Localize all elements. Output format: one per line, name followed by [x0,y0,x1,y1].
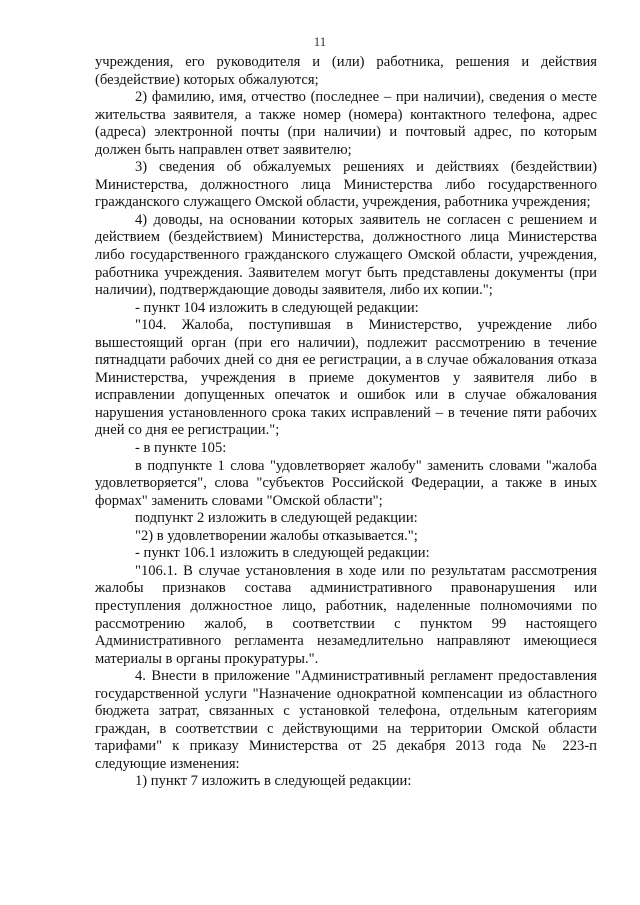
paragraph: 4. Внести в приложение "Административный регламент предоставления государственной услуги "Назначение однократной компенсации из областного бюджета затрат, связанных с установкой телефона, отдельным категориям граждан, в соответствии с действующими на территории Омской области тарифами" к приказу Министерства от 25 декабря 2013 года № 223-п следующие изменения: [95,668,597,772]
paragraph: - пункт 106.1 изложить в следующей редакции: [135,545,430,562]
paragraph: подпункт 2 изложить в следующей редакции: [135,510,418,527]
paragraph: "2) в удовлетворении жалобы отказывается."; [135,527,418,544]
paragraph: "106.1. В случае установления в ходе или по результатам рассмотрения жалобы признаков состава административного правонарушения или преступления должностное лицо, работник, наделенные полномочиями по рассмотрению жалоб, в соответствии с пунктом 99 настоящего Административного регламента незамедлительно направляют имеющиеся материалы в органы прокуратуры.". [95,562,597,667]
paragraph: - в пункте 105: [135,440,227,457]
paragraph: 3) сведения об обжалуемых решениях и действиях (бездействии) Министерства, должностного лица Министерства либо государственного гражданского служащего Омской области, учреждения, работника учреждения; [95,159,597,211]
paragraph: - пункт 104 изложить в следующей редакции: [135,299,419,316]
document-body [95,54,597,791]
paragraph: "104. Жалоба, поступившая в Министерство, учреждение либо вышестоящий орган (при его наличии), подлежит рассмотрению в течение пятнадцати рабочих дней со дня ее регистрации, а в случае обжалования отказа Министерства, учреждения в приеме документов у заявителя либо в исправлении допущенных опечаток и ошибок или в случае обжалования нарушения установленного срока таких исправлений – в течение пяти рабочих дней со дня ее регистрации."; [95,317,597,439]
paragraph: 2) фамилию, имя, отчество (последнее – при наличии), сведения о месте жительства заявителя, а также номер (номера) контактного телефона, адрес (адреса) электронной почты (при наличии) и почтовый адрес, по которым должен быть направлен ответ заявителю; [95,89,597,158]
paragraph: в подпункте 1 слова "удовлетворяет жалобу" заменить словами "жалоба удовлетворяется", слова "субъектов Российской Федерации, а также в иных формах" заменить словами "Омской области"; [95,457,597,509]
page-number: 11 [313,34,327,49]
paragraph: учреждения, его руководителя и (или) работника, решения и действия (бездействие) которых обжалуются; [95,54,597,88]
paragraph: 4) доводы, на основании которых заявитель не согласен с решением и действием (бездействием) Министерства, должностного лица Министерства либо государственного гражданского служащего Омской области, учреждения, работника учреждения. Заявителем могут быть представлены документы (при наличии), подтверждающие доводы заявителя, либо их копии."; [95,211,597,299]
paragraph: 1) пункт 7 изложить в следующей редакции: [135,773,412,790]
